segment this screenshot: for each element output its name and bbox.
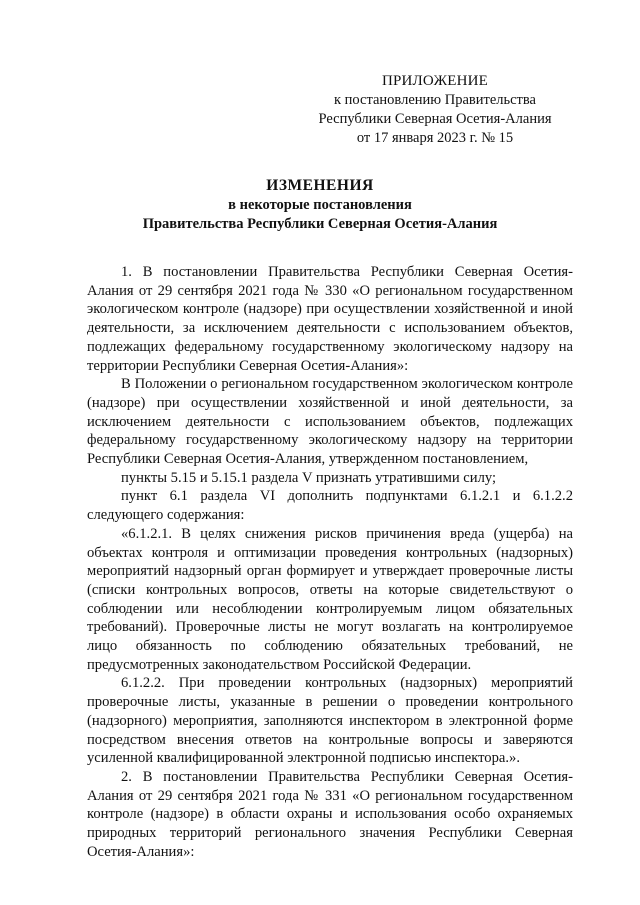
document-heading bbox=[60, 176, 580, 234]
document-title: ИЗМЕНЕНИЯ bbox=[266, 177, 374, 194]
annex-line-1: к постановлению Правительства bbox=[334, 92, 536, 108]
annex-title: ПРИЛОЖЕНИЕ bbox=[381, 73, 489, 89]
document-subtitle-1: в некоторые постановления bbox=[228, 197, 412, 213]
document-subtitle-2: Правительства Республики Северная Осетия-Алания bbox=[142, 216, 498, 232]
document-body bbox=[87, 263, 573, 862]
paragraph-1: 1. В постановлении Правительства Республики Северная Осетия-Алания от 29 сентября 2021 года № 330 «О региональном государственном экологическом контроле (надзоре) при осуществлении хозяйственной и иной деятельности, за исключением деятельности с использованием объектов, подлежащих федеральному государственному экологическому надзору на территории Республики Северная Осетия-Алания»: bbox=[87, 264, 573, 374]
paragraph-3: пункты 5.15 и 5.15.1 раздела V признать утратившими силу; bbox=[121, 469, 497, 486]
annex-line-3: от 17 января 2023 г. № 15 bbox=[356, 130, 514, 146]
paragraph-5: «6.1.2.1. В целях снижения рисков причинения вреда (ущерба) на объектах контроля и оптимизации проведения контрольных (надзорных) мероприятий надзорный орган формирует и утверждает проверочные листы (списки контрольных вопросов, ответы на которые свидетельствуют о соблюдении или несоблюдении контролируемым лицом обязательных требований). Проверочные листы не могут возлагать на контролируемое лицо обязанность по соблюдению обязательных требований, не предусмотренных законодательством Российской Федерации. bbox=[87, 525, 573, 673]
annex-header bbox=[300, 72, 570, 148]
annex-line-2: Республики Северная Осетия-Алания bbox=[318, 111, 552, 127]
paragraph-7: 2. В постановлении Правительства Республики Северная Осетия-Алания от 29 сентября 2021 года № 331 «О региональном государственном контроле (надзоре) в области охраны и использования особо охраняемых природных территорий регионального значения Республики Северная Осетия-Алания»: bbox=[87, 768, 573, 860]
paragraph-6: 6.1.2.2. При проведении контрольных (надзорных) мероприятий проверочные листы, указанные в решении о проведении контрольного (надзорного) мероприятия, заполняются инспектором в электронной форме посредством внесения ответов на контрольные вопросы и заверяются усиленной квалифицированной электронной подписью инспектора.». bbox=[87, 675, 573, 767]
paragraph-4: пункт 6.1 раздела VI дополнить подпунктами 6.1.2.1 и 6.1.2.2 следующего содержания: bbox=[87, 488, 573, 524]
paragraph-2: В Положении о региональном государственном экологическом контроле (надзоре) при осуществлении хозяйственной и иной деятельности, за исключением деятельности с использованием объектов, подлежащих федеральному государственному экологическому надзору на территории Республики Северная Осетия-Алания, утвержденном постановлением, bbox=[87, 376, 573, 468]
